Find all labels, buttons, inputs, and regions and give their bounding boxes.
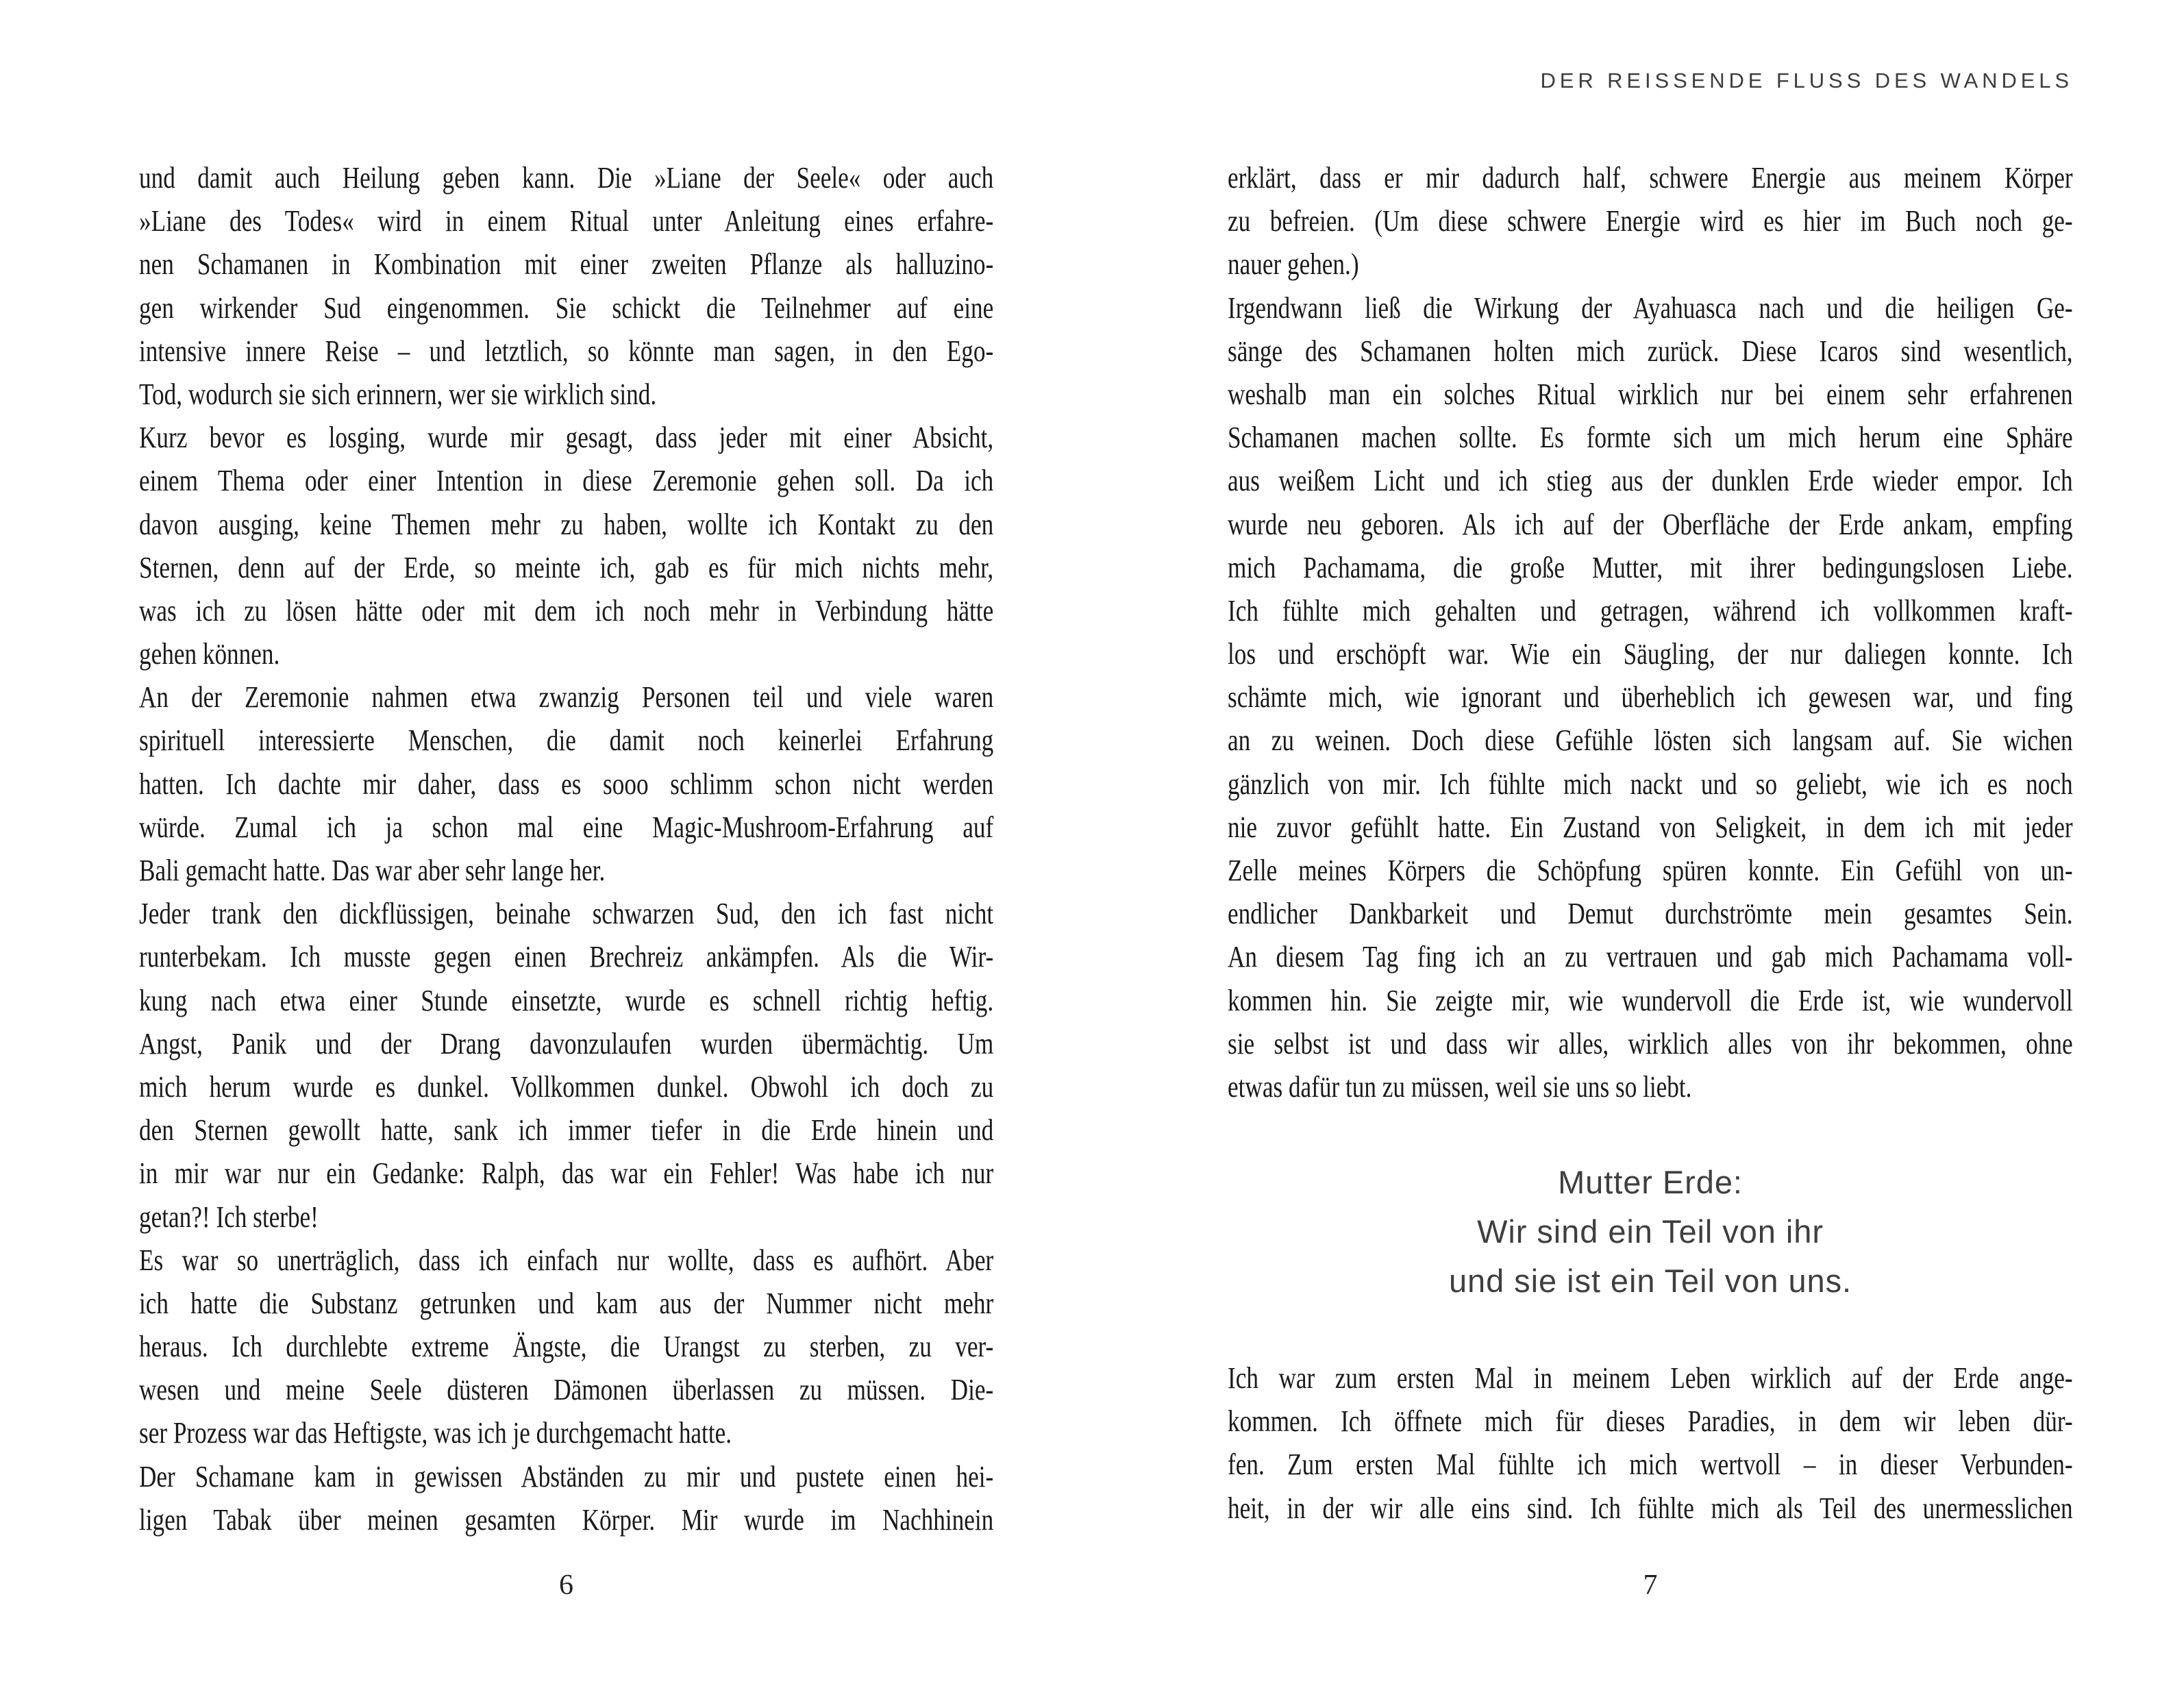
- text-line: weshalb man ein solches Ritual wirklich nur bei einem sehr erfahrenen: [1228, 377, 2073, 411]
- text-line: einem Thema oder einer Intention in diese Zeremonie gehen soll. Da ich: [139, 464, 994, 498]
- text-line: Ich war zum ersten Mal in meinem Leben wirklich auf der Erde ange-: [1228, 1361, 2073, 1395]
- text-line: nie zuvor gefühlt hatte. Ein Zustand von Seligkeit, in dem ich mit jeder: [1228, 810, 2073, 844]
- text-line: und damit auch Heilung geben kann. Die »Liane der Seele« oder auch: [139, 161, 994, 195]
- text-line: ligen Tabak über meinen gesamten Körper. Mir wurde im Nachhinein: [139, 1502, 994, 1537]
- left-page-body-text: [139, 156, 993, 1541]
- text-line: Irgendwann ließ die Wirkung der Ayahuasca nach und die heiligen Ge-: [1228, 290, 2073, 325]
- text-line: ich hatte die Substanz getrunken und kam aus der Nummer nicht mehr: [139, 1286, 994, 1320]
- text-line: Sternen, denn auf der Erde, so meinte ich, gab es für mich nichts mehr,: [139, 550, 994, 584]
- text-line: gen wirkender Sud eingenommen. Sie schickt die Teilnehmer auf eine: [139, 290, 994, 325]
- text-line: los und erschöpft war. Wie ein Säugling, der nur daliegen konnte. Ich: [1228, 637, 2073, 671]
- right-page-body-text-lower: [1228, 1356, 2073, 1530]
- text-line: den Sternen gewollt hatte, sank ich immer tiefer in die Erde hinein und: [139, 1113, 994, 1148]
- text-line: Schamanen machen sollte. Es formte sich um mich herum eine Sphäre: [1228, 421, 2073, 455]
- text-line: Mutter Erde:: [1558, 1164, 1743, 1200]
- text-line: runterbekam. Ich musste gegen einen Brechreiz ankämpfen. Als die Wir-: [139, 940, 994, 974]
- text-line: Zelle meines Körpers die Schöpfung spüren konnte. Ein Gefühl von un-: [1228, 854, 2073, 887]
- text-line: An diesem Tag fing ich an zu vertrauen und gab mich Pachamama voll-: [1228, 940, 2073, 974]
- text-line: »Liane des Todes« wird in einem Ritual unter Anleitung eines erfahre-: [139, 204, 994, 238]
- mother-earth-quote: [1228, 1158, 2073, 1306]
- text-line: in mir war nur ein Gedanke: Ralph, das war ein Fehler! Was habe ich nur: [139, 1156, 994, 1191]
- text-line: nauer gehen.): [1228, 247, 1359, 282]
- text-line: was ich zu lösen hätte oder mit dem ich noch mehr in Verbindung hätte: [139, 593, 994, 628]
- text-line: heraus. Ich durchlebte extreme Ängste, die Urangst zu sterben, zu ver-: [139, 1330, 994, 1364]
- text-line: zu befreien. (Um diese schwere Energie wird es hier im Buch noch ge-: [1228, 204, 2073, 238]
- text-line: hatten. Ich dachte mir daher, dass es sooo schlimm schon nicht werden: [139, 767, 994, 801]
- text-line: sänge des Schamanen holten mich zurück. Diese Icaros sind wesentlich,: [1228, 334, 2073, 368]
- text-line: mich Pachamama, die große Mutter, mit ihrer bedingungslosen Liebe.: [1228, 550, 2073, 584]
- text-line: wurde neu geboren. Als ich auf der Oberfläche der Erde ankam, empfing: [1228, 507, 2073, 541]
- text-line: gänzlich von mir. Ich fühlte mich nackt und so geliebt, wie ich es noch: [1228, 767, 2073, 801]
- text-line: endlicher Dankbarkeit und Demut durchströmte mein gesamtes Sein.: [1228, 897, 2073, 931]
- right-page-body-text-upper: [1228, 156, 2073, 1108]
- text-line: kung nach etwa einer Stunde einsetzte, wurde es schnell richtig heftig.: [139, 983, 994, 1017]
- text-line: Angst, Panik und der Drang davonzulaufen wurden übermächtig. Um: [139, 1026, 994, 1061]
- text-line: Jeder trank den dickflüssigen, beinahe schwarzen Sud, den ich fast nicht: [139, 897, 994, 931]
- text-line: ser Prozess war das Heftigste, was ich je durchgemacht hatte.: [139, 1416, 732, 1450]
- text-line: kommen. Ich öffnete mich für dieses Paradies, in dem wir leben dür-: [1228, 1404, 2073, 1439]
- text-line: wesen und meine Seele düsteren Dämonen überlassen zu müssen. Die-: [139, 1373, 994, 1407]
- text-line: getan?! Ich sterbe!: [139, 1200, 319, 1234]
- text-line: heit, in der wir alle eins sind. Ich fühlte mich als Teil des unermesslichen: [1228, 1491, 2073, 1525]
- running-header: DER REISSENDE FLUSS DES WANDELS: [1540, 69, 2073, 92]
- text-line: gehen können.: [139, 637, 280, 671]
- text-line: spirituell interessierte Menschen, die damit noch keinerlei Erfahrung: [139, 723, 994, 758]
- left-page-number: 6: [559, 1570, 573, 1601]
- text-line: erklärt, dass er mir dadurch half, schwere Energie aus meinem Körper: [1228, 161, 2073, 195]
- text-line: fen. Zum ersten Mal fühlte ich mich wertvoll – in dieser Verbunden-: [1228, 1448, 2073, 1482]
- text-line: Tod, wodurch sie sich erinnern, wer sie wirklich sind.: [139, 377, 657, 411]
- text-line: nen Schamanen in Kombination mit einer zweiten Pflanze als halluzino-: [139, 247, 994, 282]
- text-line: Es war so unerträglich, dass ich einfach nur wollte, dass es aufhört. Aber: [139, 1243, 994, 1277]
- text-line: schämte mich, wie ignorant und überheblich ich gewesen war, und fing: [1228, 680, 2073, 715]
- text-line: Ich fühlte mich gehalten und getragen, während ich vollkommen kraft-: [1228, 593, 2073, 628]
- right-page-number: 7: [1643, 1570, 1658, 1601]
- text-line: etwas dafür tun zu müssen, weil sie uns so liebt.: [1228, 1069, 1692, 1104]
- text-line: Bali gemacht hatte. Das war aber sehr lange her.: [139, 854, 606, 887]
- text-line: sie selbst ist und dass wir alles, wirklich alles von ihr bekommen, ohne: [1228, 1026, 2073, 1061]
- text-line: aus weißem Licht und ich stieg aus der dunklen Erde wieder empor. Ich: [1228, 464, 2073, 498]
- text-line: und sie ist ein Teil von uns.: [1448, 1263, 1852, 1299]
- text-line: kommen hin. Sie zeigte mir, wie wundervoll die Erde ist, wie wundervoll: [1228, 983, 2073, 1017]
- text-line: Wir sind ein Teil von ihr: [1477, 1213, 1824, 1250]
- text-line: intensive innere Reise – und letztlich, so könnte man sagen, in den Ego-: [139, 334, 994, 368]
- text-line: würde. Zumal ich ja schon mal eine Magic-Mushroom-Erfahrung auf: [139, 810, 994, 844]
- text-line: an zu weinen. Doch diese Gefühle lösten sich langsam auf. Sie wichen: [1228, 723, 2073, 758]
- text-line: An der Zeremonie nahmen etwa zwanzig Personen teil und viele waren: [139, 680, 994, 715]
- text-line: Kurz bevor es losging, wurde mir gesagt, dass jeder mit einer Absicht,: [139, 421, 994, 455]
- text-line: davon ausging, keine Themen mehr zu haben, wollte ich Kontakt zu den: [139, 507, 994, 541]
- text-line: Der Schamane kam in gewissen Abständen zu mir und pustete einen hei-: [139, 1459, 994, 1493]
- text-line: mich herum wurde es dunkel. Vollkommen dunkel. Obwohl ich doch zu: [139, 1069, 994, 1104]
